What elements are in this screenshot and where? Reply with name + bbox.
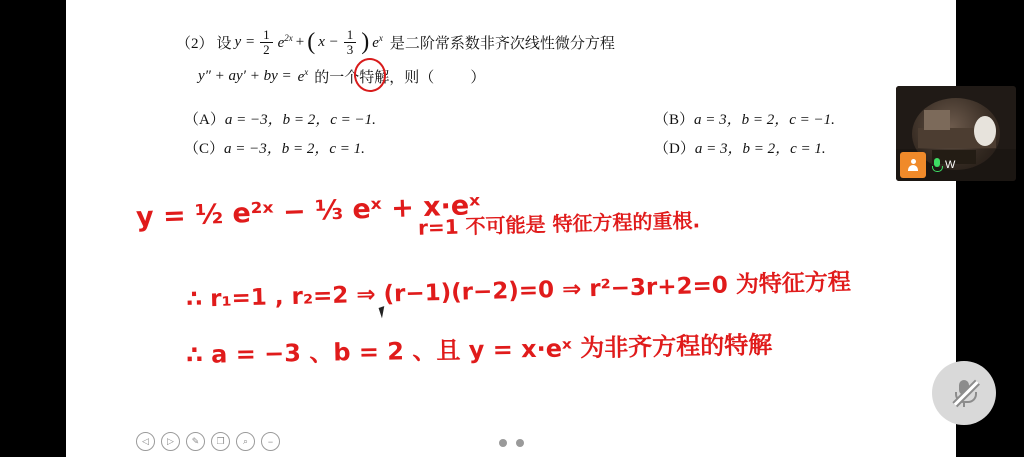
question-line-2 bbox=[198, 66, 876, 87]
pen-button[interactable]: ✎ bbox=[186, 432, 205, 451]
handwriting-note-1: r=1 不可能是 特征方程的重根. bbox=[417, 208, 701, 240]
question-line-2-tail2: ） bbox=[470, 70, 486, 87]
whiteboard-canvas[interactable] bbox=[66, 0, 956, 457]
option-b[interactable] bbox=[654, 108, 884, 129]
ode-rhs: $e^x$ bbox=[297, 67, 309, 86]
mouse-cursor bbox=[379, 305, 393, 319]
page-dot-1[interactable] bbox=[499, 439, 507, 447]
participant-name: W bbox=[945, 159, 956, 171]
video-detail-lamp bbox=[974, 116, 996, 146]
video-participant-tile[interactable] bbox=[896, 86, 1016, 181]
question-tail: 是二阶常系数非齐次线性微分方程 bbox=[389, 35, 615, 52]
zoom-in-button[interactable]: ⌕ bbox=[236, 432, 255, 451]
exp-term-2: $e^x$ bbox=[372, 32, 383, 51]
option-a-text: a = −3，b = 2，c = −1. bbox=[224, 112, 376, 128]
prev-page-button[interactable]: ◁ bbox=[136, 432, 155, 451]
options-row-2 bbox=[184, 137, 884, 158]
options-row-1 bbox=[184, 108, 884, 129]
page-dot-2[interactable] bbox=[516, 439, 524, 447]
mic-muted-icon bbox=[953, 378, 975, 408]
question-block bbox=[176, 28, 876, 87]
pagination-dots[interactable] bbox=[66, 439, 956, 447]
person-icon bbox=[907, 159, 919, 171]
option-c[interactable] bbox=[184, 137, 654, 158]
zoom-out-button[interactable]: − bbox=[261, 432, 280, 451]
paren-close: ) bbox=[361, 28, 370, 55]
option-b-label: （B） bbox=[654, 112, 695, 128]
question-y-eq: y = bbox=[234, 33, 256, 50]
paren-inner-x: x − bbox=[318, 33, 339, 50]
options-block bbox=[184, 108, 884, 166]
option-a[interactable] bbox=[184, 108, 654, 129]
option-a-label: （A） bbox=[184, 112, 225, 128]
paren-open: ( bbox=[307, 28, 316, 55]
question-line-2-tail: 的一个特解，则（ bbox=[314, 70, 435, 87]
copy-button[interactable]: ❐ bbox=[211, 432, 230, 451]
option-d[interactable] bbox=[654, 137, 884, 158]
question-prefix: 设 bbox=[216, 35, 232, 52]
fraction-one-half: $\frac{1}{2}$ bbox=[260, 28, 273, 56]
red-circle-annotation-icon bbox=[352, 56, 388, 94]
plus-sign: + bbox=[295, 33, 305, 50]
option-c-label: （C） bbox=[184, 141, 225, 157]
option-d-label: （D） bbox=[654, 141, 695, 157]
option-c-text: a = −3，b = 2，c = 1. bbox=[224, 141, 365, 157]
video-detail-wall bbox=[924, 110, 950, 130]
video-tile-footer bbox=[896, 149, 1016, 181]
option-b-text: a = 3，b = 2，c = −1. bbox=[694, 112, 835, 128]
mic-icon bbox=[932, 158, 941, 172]
ode-equation: y″ + ay′ + by = bbox=[198, 68, 292, 85]
handwriting-line-2: ∴ r₁=1 , r₂=2 ⇒ (r−1)(r−2)=0 ⇒ r²−3r+2=0 为特征方程 bbox=[185, 269, 852, 313]
next-page-button[interactable]: ▷ bbox=[161, 432, 180, 451]
avatar bbox=[900, 152, 926, 178]
question-line-1 bbox=[176, 28, 876, 56]
option-d-text: a = 3，b = 2，c = 1. bbox=[694, 141, 826, 157]
fraction-one-third: $\frac{1}{3}$ bbox=[344, 28, 357, 56]
handwriting-line-3: ∴ a = −3 、b = 2 、且 y = x·eˣ 为非齐方程的特解 bbox=[185, 330, 773, 370]
question-number: （2） bbox=[176, 35, 214, 52]
exp-term-1: $e^{2x}$ bbox=[277, 32, 293, 51]
mute-toggle-button[interactable] bbox=[932, 361, 996, 425]
handwriting-line-1: y = ½ e²ˣ − ⅓ eˣ + x·eˣ bbox=[135, 189, 481, 234]
participant-mic-status[interactable] bbox=[932, 158, 955, 172]
